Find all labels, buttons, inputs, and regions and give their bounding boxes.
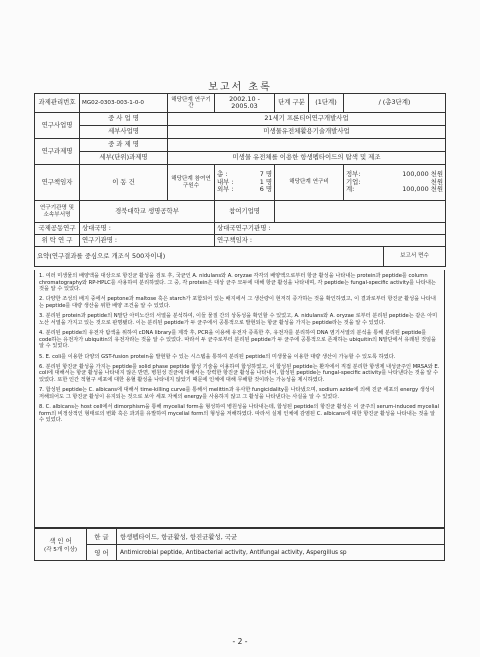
researchers-label: 해당단계 참여연구원수 [168,165,215,201]
stage-current: (1단계) [309,94,344,113]
detail-task-label: 세부(단위)과제명 [80,152,168,165]
detail-task: 미생물 유전체를 이용한 항생펩타이드의 탐색 및 제조 [168,152,446,165]
cost-gov: 100,000 천원 [402,170,444,179]
summary-item: 5. E. coli를 이용한 다양의 GST-fusion protein을 발현할 수 있는 시스템을 통하여 분리된 peptide의 미생물을 이용한 대량 생산이 가능할 수 있도록 하였다. [39,353,396,360]
summary-item: 3. 분리된 protein과 peptide의 N말단 아미노산의 서열을 분석하여, 이들 물질 간의 상동성을 확인할 수 있었고, A. nidulans와 A. oryzae 로부터 분리된 peptide는 같은 아미노산 서열을 가지고 있는 것으로 판명됐다. 이는 분리된 peptide가 두 균주에서 공통적으로 발현되는 항균 활성을 가지는 peptide라는 것을 알 수 있었다. [39,313,438,326]
summary-item: 2. 다양한 조성의 배지 중에서 peptone과 maltose 혹은 starch가 포함되어 있는 배지에서 그 생산량이 현저히 증가하는 것을 확인하였고, 이 결과로부터 항진균 활성을 나타내는 peptide를 대량 생산을 위한 배양 조건을 알 수 있었다. [39,296,436,310]
consign-institution-label: 연구기관명 : [80,235,215,247]
document-title: 보고서 초록 [208,82,272,93]
cost-label: 해당단계 연구비 [275,165,344,201]
pi-name: 이 동 건 [80,165,168,201]
cost-corp-label: 기업: [346,177,361,186]
mid-task-label: 중 과 제 명 [80,139,168,152]
researchers-out-label: 외부 : [217,185,234,194]
summary-item: 8. C. albicans는 host cell에서 dimorphism을 통해 mycelial form을 형성하여 병원성을 나타내는데, 합성된 peptide의 항진균 활성은 이 균주의 serum-induced mycelial form의 비정상적인 형태로의 변화 혹은 과괴를 유발하여 mycelial form의 형성을 저해하였다. 따라서 실제 인체에 감염된 C. albicans에 대한 항진균 활성을 나타내는 것을 알 수 있었다. [39,404,440,424]
summary-body [34,270,445,528]
cost-corp: 천원 [430,177,444,186]
summary-item: 4. 분리된 peptide의 유전자 탐색을 위하여 cDNA library를 제작 후, PCR을 이용해 유전자 증폭한 후, 유전자를 분리하여 DNA 염기서열의 분석을 통해 분리된 peptide를 code하는 유전자가 ubiquitin의 유전자라는 것을 알 수 있었다. 따라서 두 균주로부터 분리된 peptide가 두 균주에 공통적으로 존재하는 ubiquitin의 N말단에서 유래된 것임을 알 수 있었다. [39,330,436,350]
intl-research-label: 국제공동연구 [35,223,80,235]
summary-label: 요약(연구결과를 중심으로 개조식 500자이내) [35,247,384,267]
cost-values [344,165,446,201]
consign-pi-label: 연구책임자 : [215,235,446,247]
project-no: MG02-0303-003-1-0-0 [80,94,168,113]
detail-program: 미생물유전체활용기술개발사업 [168,126,446,139]
report-pages-label: 보고서 면수 [384,247,446,267]
keywords-en: Antimicrobial peptide, Antibacterial activity, Antifungal activity, Aspergillus sp [117,545,445,561]
report-meta-table [34,93,446,267]
summary-item: 1. 여러 미생물의 배양액을 대상으로 항진균 활성을 검토 후, 국균인 A. nidulans와 A. oryzae 각각의 배양액으로부터 항균 활성을 나타내는 protein과 peptide를 column chromatography와 RP-HPLC를 사용하여 분리하였다. 그 중, 각 protein은 대상 균주 모두에 대해 항균 활성을 나타내며, 각 peptide는 fungal-specific activity를 나타내는 것을 알 수 있었다. [39,273,436,293]
researchers-counts [215,165,275,201]
institution-label: 연구기관명 및 소속부서명 [35,201,80,223]
stage-type-label: 단계 구분 [275,94,309,113]
project-no-label: 과제관리번호 [35,94,80,113]
company-label: 참여기업명 [215,201,275,223]
cost-gov-label: 정부: [346,170,361,179]
company [275,201,446,223]
researchers-in-label: 내부 : [217,177,234,186]
summary-item: 7. 합성된 peptide는 C. albicans에 대해서 time-killing curve를 통해서 melittin과 유사한 fungicidality를 나타냈으며, sodium azide에 의해 진균 세포의 energy 생성이 저해되어도 그 항진균 활성이 유지되는 것으로 보아 세포 자체의 energy를 사용하지 않고 그 활성을 나타낸다는 사실을 알 수 있었다. [39,387,435,400]
keywords-label-title: 색 인 어 [49,537,72,545]
researchers-total: 7 명 [259,170,272,179]
mid-task [168,139,446,152]
researchers-in: 1 명 [259,177,272,186]
program-label: 연구사업명 [35,113,80,139]
task-label: 연구과제명 [35,139,80,165]
keywords-label-note: (각 5개 이상) [43,547,78,553]
stage-total: / (총3단계) [344,94,446,113]
cost-total-label: 계: [346,185,355,194]
keywords-label [35,529,87,561]
institution: 경북대학교 생명공학부 [80,201,215,223]
keywords-ko-label: 한 글 [87,529,117,545]
intl-country-label: 상대국명 : [80,223,215,235]
intl-institution-label: 상대국연구기관명 : [215,223,446,235]
stage-period-label: 해당단계 연구기간 [168,94,215,113]
page-number: - 2 - [232,637,248,646]
mid-program-label: 중 사 업 명 [80,113,168,126]
mid-program: 21세기 프론티어연구개발사업 [168,113,446,126]
keywords-en-label: 영 어 [87,545,117,561]
keywords-table [34,528,445,561]
keywords-ko: 항생펩타이드, 항균활성, 항진균활성, 국균 [117,529,445,545]
stage-period: 2002.10 - 2005.03 [215,94,275,113]
researchers-out: 6 명 [259,185,272,194]
summary-item: 6. 분리된 항진균 활성을 가지는 peptide를 solid phase peptide 합성 기술을 이용하여 합성하였고, 이 합성된 peptide는 환자에서 직접 분리한 항생제 내성균주인 MRSA와 E. coli에 대해서는 항균 활성을 나타내지 않은 반면, 병원성 진균에 대해서는 강력한 항진균 활성을 나타내어, 합성된 peptide는 fungal-specific activity를 나타낸다는 것을 알 수 있었다. 또한 인간 적혈구 세포에 대한 용혈 활성을 나타내지 않았기 때문에 인체에 대해 무해할 것이라는 가능성을 제시하였다. [39,363,440,384]
pi-label: 연구책임자 [35,165,80,201]
researchers-total-label: 총 : [217,170,228,179]
detail-program-label: 세부사업명 [80,126,168,139]
consign-research-label: 위 탁 연 구 [35,235,80,247]
cost-total: 100,000 천원 [402,185,444,194]
